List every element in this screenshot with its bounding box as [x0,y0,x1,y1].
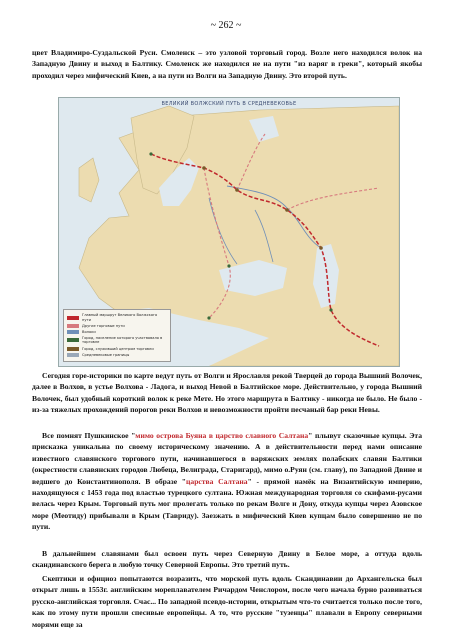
page-number: ~ 262 ~ [210,20,242,31]
legend-text: Город, население которого участвовало в торговле [82,336,163,345]
text-run: Все помнят Пушкинское " [42,431,136,440]
legend-row [67,330,167,334]
legend-text: Город, служивший центром торговли [82,346,154,351]
city-marker [319,246,323,250]
legend-text: Другие торговые пути [82,323,125,328]
city-marker [329,308,332,311]
paragraph-volkhov: Сегодня горе-историки по карте ведут путь от Волги и Ярославля рекой Тверцей до города Вышний Волочек, далее в Волхов, в устье Волхова - Ладога, и выход Невой в Балтийское море. Действительно, у города Вышний Волочек, был удобный короткий волок к реке Мете. Но этого маршрута в Балтику - никогда не было. Не было - из-за тяжелых прохождений порогов реки Волхов и невозможности пройти песчаный бар реки Невы. [32,371,422,415]
land-britain [79,158,99,202]
legend-swatch [67,330,79,334]
quote-highlight: мимо острова Буяна в царство славного Салтана [135,431,309,440]
legend-row [67,313,167,321]
legend-row [67,324,167,328]
legend-swatch [67,353,79,357]
legend-swatch [67,316,79,320]
legend-swatch [67,324,79,328]
city-marker [285,208,289,212]
city-marker [207,316,210,319]
city-marker [202,166,206,170]
paragraph-pushkin [32,430,422,533]
text-run: " плывут сказочные купцы. Эта присказка уникальна по своему историческому значению. А в действительности перед нами описание известного славянского торгового пути, начинавшегося в варяжских землях полабских славян Балтики (окрестности славянских городов Любеца, Велиграда, Старигард), мимо о.Руян (см. главу), по Западной Двине и ведшего до Константинополя. В образе " [32,431,422,486]
legend-row [67,353,167,357]
legend-row [67,347,167,351]
legend-row [67,336,167,344]
legend-swatch [67,338,79,342]
paragraph-intro: цвет Владимиро-Суздальской Руси. Смоленск – это узловой торговый город. Возле него находился волок на Западную Двину и выход в Балтику. Смоленск же находился не на пути "из варяг в греки", который якобы проходил через мифический Киев, а на пути из Волги на Западную Двину. Это второй путь. [32,48,422,80]
map-figure [58,97,400,367]
paragraph-third-route: В дальнейшем славянами был освоен путь через Северную Двину в Белое море, а оттуда вдоль скандинавского берега в любую точку Северной Европы. Это третий путь. [32,549,422,570]
city-marker [149,152,152,155]
map-legend [63,309,171,362]
text-run: " - прямой намёк на Византийскую империю, находящуюся с 1453 года под властью турецкого султана. Южная международная торговля со скифами-русами велась через Крым. Торговый путь мог пролегать только по рекам Волге и Дону, откуда купцы через Азовское море (Меотиду) прибывали в Крым (Тавриду). Заезжать в мифический Киев купцам было совершенно не по пути. [32,476,422,532]
legend-text: Средневековые границы [82,352,130,357]
legend-swatch [67,347,79,351]
paragraph-skeptics: Скептики и официоз попытаются возразить, что морской путь вдоль Скандинавии до Архангельска был открыт лишь в 1553г. английским мореплавателем Ричардом Ченслором, после чего начала бурно развиваться русско-английская торговля. Счас... По западной псевдо-истории, открытым что-то считается только после того, как по этому пути прошли спесивые европейцы. А то, что русские "тузенцы" плавали в Европу северными морями еще за [32,574,422,629]
map-title: ВЕЛИКИЙ ВОЛЖСКИЙ ПУТЬ В СРЕДНЕВЕКОВЬЕ [161,101,297,107]
legend-text: Волоки [82,329,96,334]
quote-highlight: царства Салтана [186,476,248,486]
city-marker [235,188,239,192]
city-marker [227,264,230,267]
legend-text: Главный маршрут Великого Волжского пути [82,313,158,322]
